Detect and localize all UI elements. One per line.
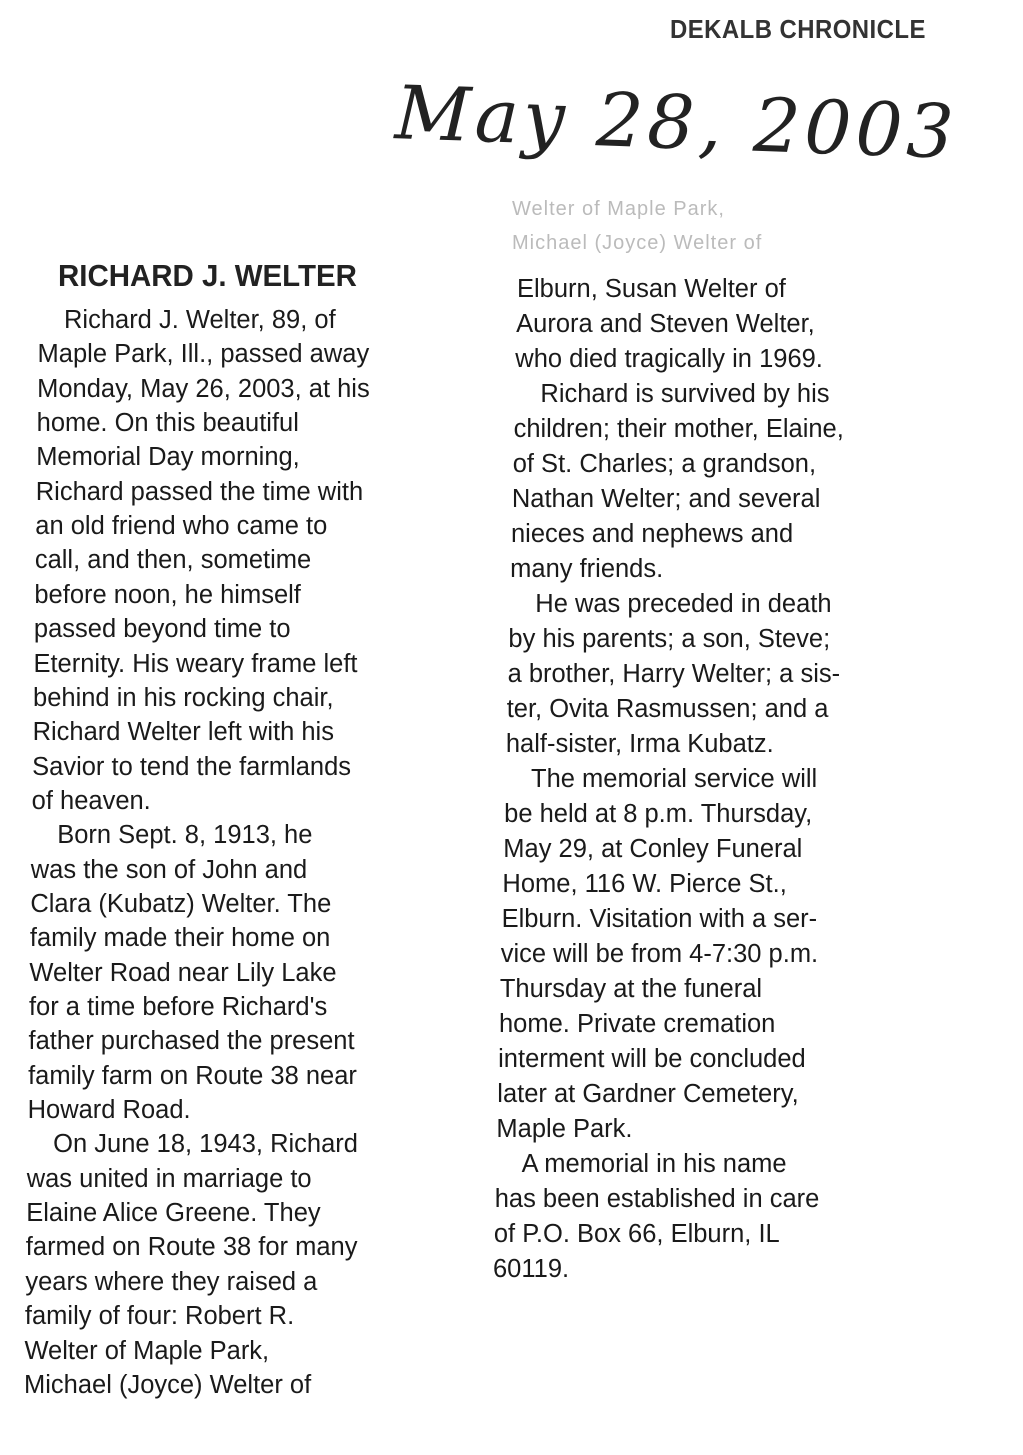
obituary-title: RICHARD J. WELTER xyxy=(58,258,357,293)
bleed-through-text: Welter of Maple Park, xyxy=(512,198,725,220)
handwritten-date: May 28, 2003 xyxy=(393,70,960,176)
left-column-line: an old friend who came to xyxy=(35,512,328,541)
right-column-line: many friends. xyxy=(510,555,664,583)
left-column-line: Welter of Maple Park, xyxy=(24,1336,270,1365)
right-column-line: A memorial in his name xyxy=(521,1150,787,1178)
left-column-line: Savior to tend the farmlands xyxy=(32,752,352,781)
left-column-line: Richard J. Welter, 89, of xyxy=(64,306,336,334)
left-column-line: for a time before Richard's xyxy=(28,993,328,1021)
right-column-line: children; their mother, Elaine, xyxy=(513,415,844,443)
left-column-line: years where they raised a xyxy=(25,1267,318,1296)
right-column-line: Richard is survived by his xyxy=(540,380,830,408)
left-column-line: Richard passed the time with xyxy=(35,477,364,506)
right-column-line: later at Gardner Cemetery, xyxy=(497,1080,799,1108)
left-column-line: family of four: Robert R. xyxy=(24,1302,295,1331)
left-column-line: Monday, May 26, 2003, at his xyxy=(37,374,370,403)
right-column-line: by his parents; a son, Steve; xyxy=(508,625,831,653)
left-column-line: Clara (Kubatz) Welter. The xyxy=(30,889,332,918)
right-column-line: of St. Charles; a grandson, xyxy=(512,450,817,478)
left-column-line: farmed on Route 38 for many xyxy=(25,1233,358,1262)
right-column-line: Aurora and Steven Welter, xyxy=(516,310,815,338)
right-column-line: vice will be from 4-7:30 p.m. xyxy=(500,940,819,968)
right-column-line: He was preceded in death xyxy=(535,590,832,618)
left-column-line: Born Sept. 8, 1913, he xyxy=(57,821,313,850)
left-column-line: passed beyond time to xyxy=(33,615,291,644)
right-column-line: The memorial service will xyxy=(531,765,818,793)
left-column-line: was the son of John and xyxy=(30,855,308,884)
left-column-line: family made their home on xyxy=(29,924,331,953)
left-column-line: home. On this beautiful xyxy=(36,409,299,438)
right-column-line: be held at 8 p.m. Thursday, xyxy=(504,800,813,828)
left-column-line: Memorial Day morning, xyxy=(36,443,300,472)
left-column-line: behind in his rocking chair, xyxy=(33,683,334,712)
left-column-line: of heaven. xyxy=(31,786,151,815)
newspaper-masthead: DEKALB CHRONICLE xyxy=(670,14,926,44)
right-column-line: ter, Ovita Rasmussen; and a xyxy=(506,695,829,723)
right-column-line: home. Private cremation xyxy=(499,1010,776,1038)
left-column-line: Howard Road. xyxy=(27,1096,191,1125)
left-column-line: Elaine Alice Greene. They xyxy=(26,1199,321,1228)
left-column-line: On June 18, 1943, Richard xyxy=(53,1130,358,1159)
right-column-line: Maple Park. xyxy=(496,1115,633,1143)
right-column-line: Elburn. Visitation with a ser- xyxy=(501,905,818,933)
right-column-line: May 29, at Conley Funeral xyxy=(503,835,803,863)
left-column-line: Michael (Joyce) Welter of xyxy=(24,1370,312,1399)
right-column-line: half-sister, Irma Kubatz. xyxy=(505,730,774,758)
right-column-line: Thursday at the funeral xyxy=(499,975,763,1003)
right-column-line: Nathan Welter; and several xyxy=(511,485,821,513)
left-column-line: call, and then, sometime xyxy=(34,546,312,575)
right-column-line: a brother, Harry Welter; a sis- xyxy=(507,660,841,688)
right-column-line: nieces and nephews and xyxy=(511,520,794,548)
right-column-line: of P.O. Box 66, Elburn, IL xyxy=(493,1220,780,1248)
right-column-line: 60119. xyxy=(493,1255,570,1283)
bleed-through-text: Michael (Joyce) Welter of xyxy=(512,232,763,254)
left-column-line: father purchased the present xyxy=(28,1027,355,1056)
left-column-line: Welter Road near Lily Lake xyxy=(29,958,337,987)
right-column-line: interment will be concluded xyxy=(498,1045,806,1073)
left-column-line: Richard Welter left with his xyxy=(32,718,334,747)
left-column-line: before noon, he himself xyxy=(34,580,301,609)
right-column-line: Home, 116 W. Pierce St., xyxy=(502,870,787,898)
left-column-line: was united in marriage to xyxy=(26,1164,312,1193)
left-column-line: Maple Park, Ill., passed away xyxy=(37,340,370,369)
right-column-line: Elburn, Susan Welter of xyxy=(517,275,786,303)
right-column-line: has been established in care xyxy=(494,1185,820,1213)
left-column-line: family farm on Route 38 near xyxy=(28,1061,357,1090)
right-column-line: who died tragically in 1969. xyxy=(515,345,823,373)
left-column-line: Eternity. His weary frame left xyxy=(33,649,358,678)
